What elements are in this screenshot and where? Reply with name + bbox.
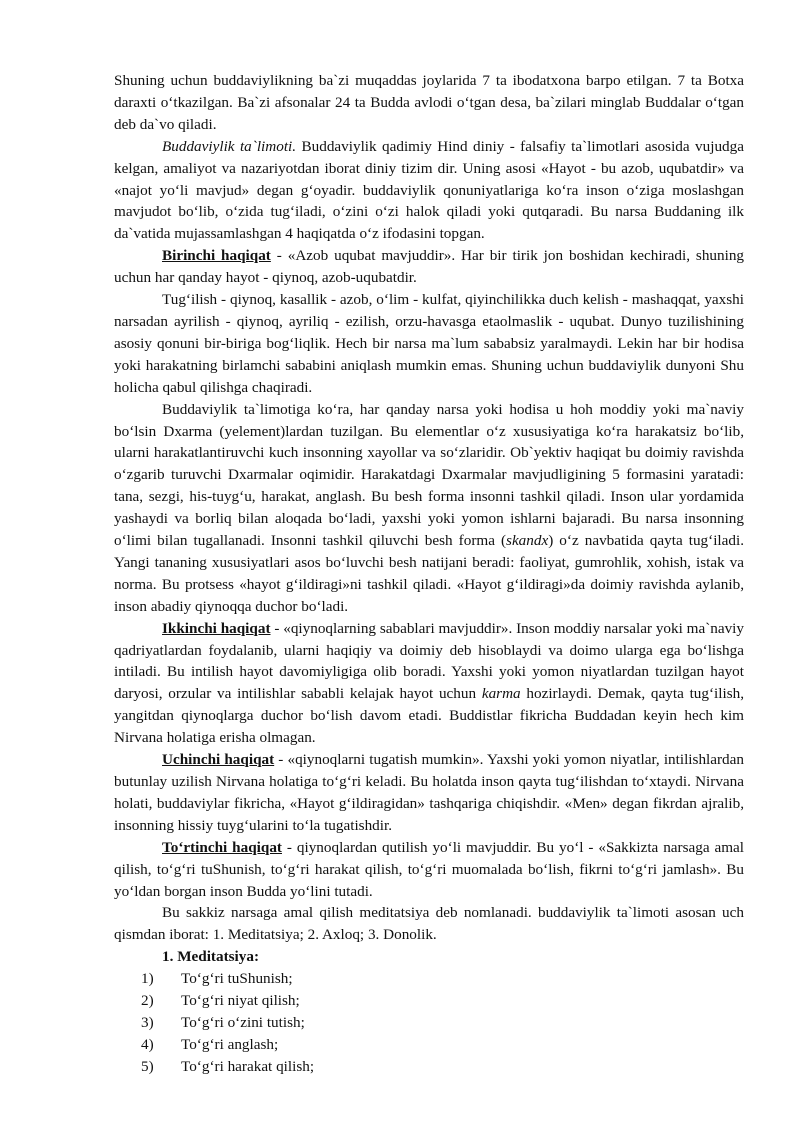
first-truth-text: - «Azob uqubat mavjuddir». Har bir tirik jon boshidan kechiradi, shuning uchun har qanday hayot - qiynoq, azob-uqubatdir.: [114, 247, 745, 287]
paragraph-suffering: Tug‘ilish - qiynoq, kasallik - azob, o‘lim - kulfat, qiyinchilikka duch kelish - mashaqqat, yaxshi narsadan ayrilish - qiynoq, ayriliq - ezilish, orzu-havasga etaolmaslik - uqubat. Dunyo tuzilishining asosiy qonuni bir-biriga bog‘liqlik. Hech bir narsa ma`lum sababsiz yaralmaydi. Lekin har bir hodisa yoki harakatning birlamchi sababini aniqlash mumkin emas. Shuning uchun buddaviylik dunyoni Shu holicha qabul qilishga chaqiradi.: [114, 291, 744, 396]
second-truth-heading: Ikkinchi haqiqat: [162, 619, 271, 637]
fourth-truth-heading: To‘rtinchi haqiqat: [162, 838, 282, 856]
first-truth-heading: Birinchi haqiqat: [162, 247, 271, 265]
list-item: [114, 968, 744, 990]
list-item-number: 1): [141, 970, 154, 988]
third-truth-text: - «qiynoqlarni tugatish mumkin». Yaxshi yoki yomon niyatlar, intilishlardan butunlay uzilish Nirvana holatiga to‘g‘ri keladi. Bu holatda inson qayta tug‘ilishdan to‘xtaydi. Nirvana holati, buddaviylar fikricha, «Hayot g‘ildiragidan» tashqariga chiqishdir. «Men» degan fikrdan ajralib, insonning hissiy tuyg‘ularini to‘la tugatishdir.: [114, 751, 744, 834]
doctrine-text: Buddaviylik qadimiy Hind diniy - falsafiy ta`limotlari asosida vujudga kelgan, amaliyot va nazariyotdan iborat diniy tizim dir. Uning asosi «Hayot - bu azob, uqubatdir» va «najot yo‘li mavjud» degan g‘oyadir. buddaviylik qonuniyatlariga ko‘ra inson o‘ziga moslashgan mavjudot bo‘lib, o‘zida tug‘iladi, o‘zini o‘zi halok qiladi yoki qutqaradi. Bu narsa Buddaning ilk da`vatida mujassamlashgan 4 haqiqatda o‘z ifodasini topgan.: [114, 137, 744, 243]
fourth-truth-text: - qiynoqlardan qutilish yo‘li mavjuddir. Bu yo‘l - «Sakkizta narsaga amal qilish, to‘g‘ri tuShunish, to‘g‘ri harakat qilish, to‘g‘ri muomalada bo‘lish, fikrni to‘g‘ri jamlash». Bu yo‘ldan borgan inson Budda yo‘lini tutadi.: [114, 838, 745, 900]
list-item-number: 4): [141, 1035, 154, 1053]
paragraph-meditation-intro: Bu sakkiz narsaga amal qilish meditatsiya deb nomlanadi. buddaviylik ta`limoti asosan uch qismdan iborat: 1. Meditatsiya; 2. Axloq; 3. Donolik.: [114, 904, 744, 944]
paragraph-fourth-truth: [114, 837, 744, 903]
list-item-text: To‘g‘ri anglash;: [181, 1035, 279, 1053]
list-item: [114, 1056, 744, 1078]
list-item: [114, 1012, 744, 1034]
paragraph-doctrine: [114, 136, 744, 246]
paragraph-first-truth: [114, 245, 744, 289]
list-item: [114, 1034, 744, 1056]
list-item-number: 5): [141, 1057, 154, 1075]
section-heading-meditation: 1. Meditatsiya:: [162, 948, 260, 966]
paragraph-second-truth: [114, 618, 744, 749]
paragraph-dharma: [114, 399, 744, 618]
list-item: [114, 990, 744, 1012]
dharma-text-a: Buddaviylik ta`limotiga ko‘ra, har qanday narsa yoki hodisa u hoh moddiy yoki ma`naviy bo‘lsin Dxarma (yelement)lardan tuzilgan. Bu elementlar o‘z xususiyatiga ko‘ra harakatsiz bo‘lib, ularni harakatlantiruvchi kuch insonning xayollar va so‘zlaridir. Ob`yektiv haqiqat bu doimiy ravishda o‘zgarib turuvchi Dxarmalar oqimidir. Harakatdagi Dxarmalar mavjudligining 5 formasini yaratadi: tana, sezgi, his-tuyg‘u, harakat, anglash. Bu besh forma insonni tashkil qiladi. Inson ular yordamida yashaydi va borliq bilan aloqada bo‘ladi, yaxshi yoki yomon ishlarni bajaradi. Bu narsa insonning o‘limi bilan tugallanadi. Insonni tashkil qiluvchi besh forma (: [114, 400, 744, 550]
list-item-number: 2): [141, 992, 154, 1010]
dharma-text-b: ) o‘z navbatida qayta tug‘iladi. Yangi tananing xususiyatlari asos bo‘luvchi besh natijani beradi: faoliyat, gumrohlik, xohish, istak va norma. Bu protsess «hayot g‘ildiragi»ni tashkil qiladi. «Hayot g‘ildiragi»da doimiy ravishda aylanib, inson abadiy qiynoqqa duchor bo‘ladi.: [114, 532, 744, 615]
third-truth-heading: Uchinchi haqiqat: [162, 751, 275, 769]
list-item-text: To‘g‘ri tuShunish;: [181, 970, 293, 988]
doctrine-term: Buddaviylik ta`limoti.: [162, 137, 297, 155]
second-truth-text-a: - «qiynoqlarning sabablari mavjuddir». Inson moddiy narsalar yoki ma`naviy qadriyatlardan foydalanib, ularni haqiqiy va doimiy deb hisoblaydi va doimo ularga ega bo‘lishga intiladi. Bu intilish hayot davomiyligiga olib boradi. Yaxshi yoki yomon niyatlardan tuzilgan hayot daryosi, orzular va intilishlar sababli kelajak hayot uchun: [114, 619, 744, 703]
paragraph-temples: Shuning uchun buddaviylikning ba`zi muqaddas joylarida 7 ta ibodatxona barpo etilgan. 7 ta Botxa daraxti o‘tkazilgan. Ba`zi afsonalar 24 ta Budda avlodi o‘tgan desa, ba`zilari minglab Buddalar o‘tgan deb da`vo qiladi.: [114, 72, 744, 133]
paragraph-third-truth: [114, 749, 744, 837]
list-item-number: 3): [141, 1013, 154, 1031]
list-item-text: To‘g‘ri niyat qilish;: [181, 992, 300, 1010]
list-item-text: To‘g‘ri harakat qilish;: [181, 1057, 315, 1075]
second-truth-text-b: hozirlaydi. Demak, qayta tug‘ilish, yangitdan qiynoqlarga duchor bo‘lish davom etadi. Buddistlar fikricha Buddadan keyin hech kim Nirvana holatiga erisha olmagan.: [114, 685, 744, 747]
skandx-term: skandx: [506, 532, 549, 550]
karma-term: karma: [481, 685, 521, 703]
list-item-text: To‘g‘ri o‘zini tutish;: [181, 1013, 305, 1031]
meditation-list: [114, 968, 744, 1078]
